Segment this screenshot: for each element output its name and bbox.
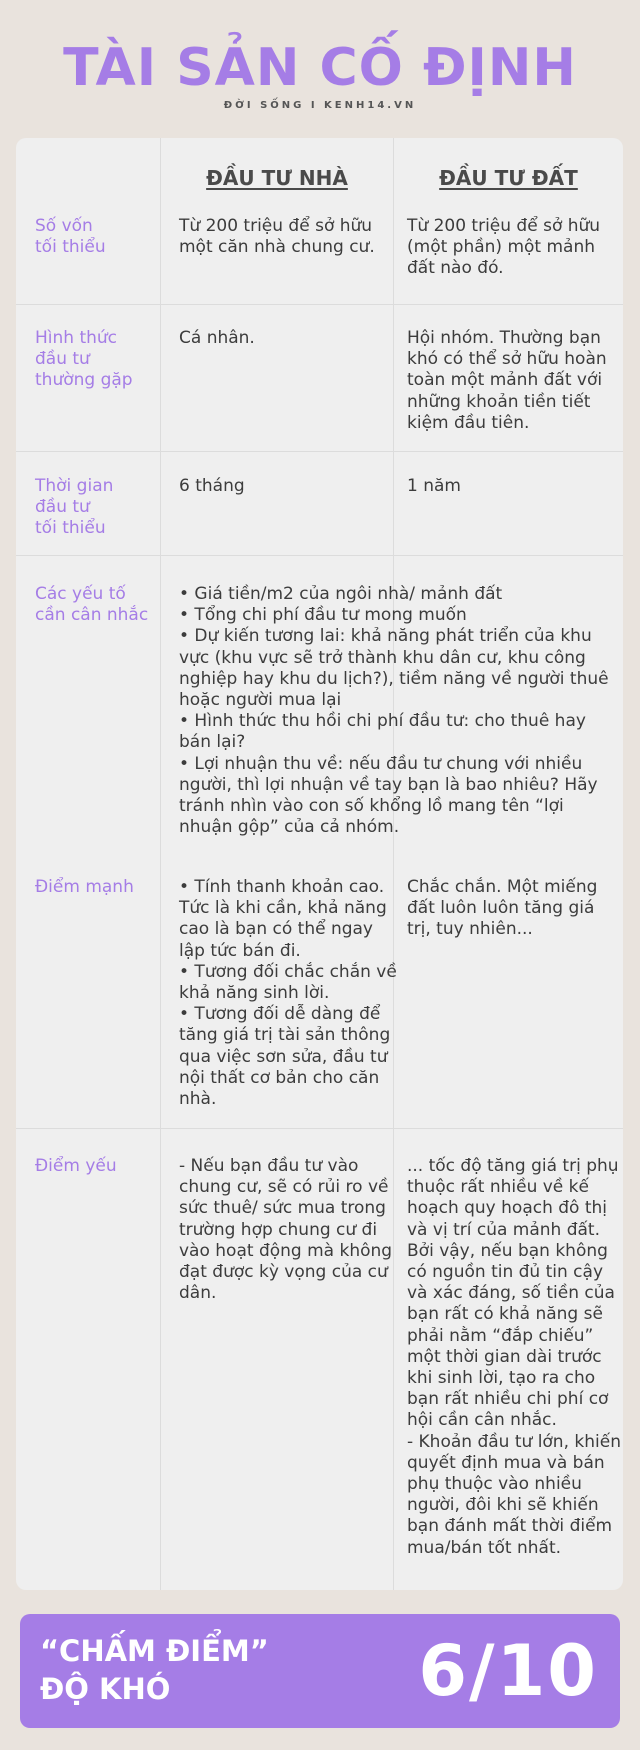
row-label-min-duration: Thời gian đầu tư tối thiểu xyxy=(35,476,114,538)
column-divider xyxy=(393,138,394,1590)
column-header-land: ĐẦU TƯ ĐẤT xyxy=(439,166,578,190)
cell-land-strengths: Chắc chắn. Một miếng đất luôn luôn tăng giá trị, tuy nhiên... xyxy=(407,877,598,940)
cell-land-min-duration: 1 năm xyxy=(407,476,461,496)
row-divider xyxy=(16,304,623,305)
cell-house-weaknesses: - Nếu bạn đầu tư vào chung cư, sẽ có rủi ro về sức thuê/ sức mua trong trường hợp chung cư đi vào hoạt động mà không đạt được kỳ vọng của cư dân. xyxy=(179,1156,393,1304)
row-label-strengths: Điểm mạnh xyxy=(35,877,134,897)
cell-land-min-capital: Từ 200 triệu để sở hữu (một phần) một mảnh đất nào đó. xyxy=(407,216,601,279)
column-header-house: ĐẦU TƯ NHÀ xyxy=(206,166,348,190)
cell-considerations: • Giá tiền/m2 của ngôi nhà/ mảnh đất • Tổng chi phí đầu tư mong muốn • Dự kiến tương lai: khả năng phát triển của khu vực (khu vực sẽ trở thành khu dân cư, khu công nghiệp hay khu du lịch?), tiềm năng về người thuê hoặc người mua lại • Hình thức thu hồi chi phí đầu tư: cho thuê hay bán lại? • Lợi nhuận thu về: nếu đầu tư chung với nhiều người, thì lợi nhuận về tay bạn là bao nhiêu? Hãy tránh nhìn vào con số khổng lồ mang tên “lợi nhuận gộp” của cả nhóm. xyxy=(179,584,609,838)
cell-land-weaknesses: ... tốc độ tăng giá trị phụ thuộc rất nhiều về kế hoạch quy hoạch đô thị và vị trí của mảnh đất. Bởi vậy, nếu bạn không có nguồn tin đủ tin cậy và xác đáng, số tiền của bạn rất có khả năng sẽ phải nằm “đắp chiếu” một thời gian dài trước khi sinh lời, tạo ra cho bạn rất nhiều chi phí cơ hội cần cân nhắc. - Khoản đầu tư lớn, khiến quyết định mua và bán phụ thuộc vào nhiều người, đôi khi sẽ khiến bạn đánh mất thời điểm mua/bán tốt nhất. xyxy=(407,1156,621,1558)
row-divider xyxy=(16,1128,623,1129)
cell-land-investment-form: Hội nhóm. Thường bạn khó có thể sở hữu hoàn toàn một mảnh đất với những khoản tiền tiết kiệm đầu tiên. xyxy=(407,328,607,433)
row-label-min-capital: Số vốn tối thiểu xyxy=(35,216,106,257)
cell-house-strengths: • Tính thanh khoản cao. Tức là khi cần, khả năng cao là bạn có thể ngay lập tức bán đi. • Tương đối chắc chắn về khả năng sinh lời. • Tương đối dễ dàng để tăng giá trị tài sản thông qua việc sơn sửa, đầu tư nội thất cơ bản cho căn nhà. xyxy=(179,877,397,1110)
cell-house-investment-form: Cá nhân. xyxy=(179,328,255,348)
page-title: TÀI SẢN CỐ ĐỊNH xyxy=(63,38,577,98)
cell-house-min-duration: 6 tháng xyxy=(179,476,245,496)
score-label: “CHẤM ĐIỂM” ĐỘ KHÓ xyxy=(40,1634,269,1706)
cell-house-min-capital: Từ 200 triệu để sở hữu một căn nhà chung cư. xyxy=(179,216,375,258)
row-divider xyxy=(16,555,623,556)
page-subtitle: ĐỜI SỐNG I KENH14.VN xyxy=(223,100,417,111)
score-value: 6/10 xyxy=(418,1630,598,1712)
comparison-table xyxy=(16,138,623,1590)
row-label-weaknesses: Điểm yếu xyxy=(35,1156,117,1176)
row-divider xyxy=(16,451,623,452)
row-label-investment-form: Hình thức đầu tư thường gặp xyxy=(35,328,133,390)
difficulty-score-card xyxy=(20,1614,620,1728)
row-label-considerations: Các yếu tố cần cân nhắc xyxy=(35,584,149,625)
header xyxy=(0,0,640,130)
